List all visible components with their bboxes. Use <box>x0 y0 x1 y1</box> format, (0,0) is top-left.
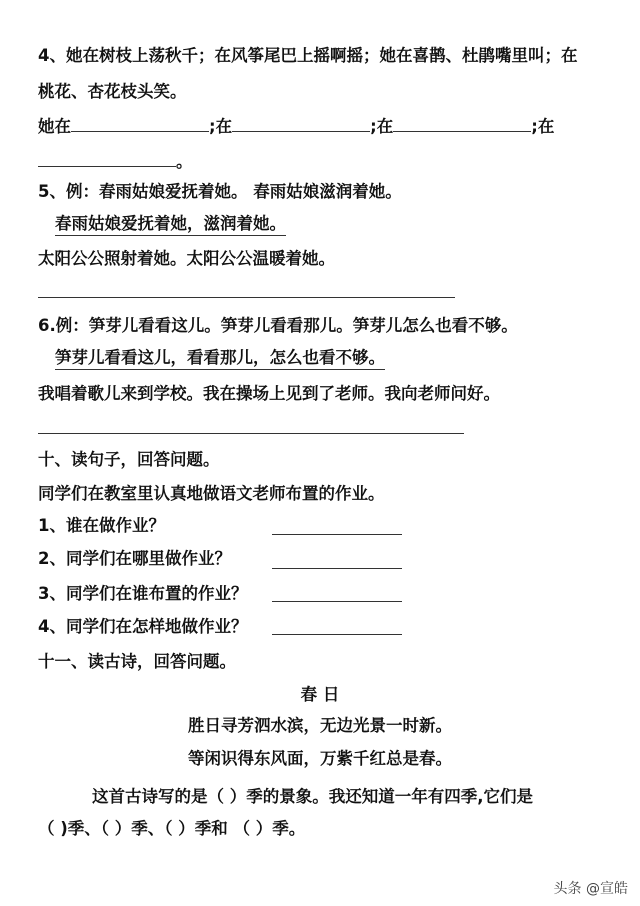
q4-fill-line2 <box>38 148 193 173</box>
q5-answer-line[interactable] <box>38 297 455 298</box>
s11-heading: 十一、读古诗，回答问题。 <box>38 652 236 671</box>
s10-question-1: 1、谁在做作业？ <box>38 516 165 535</box>
s10-sentence: 同学们在教室里认真地做语文老师布置的作业。 <box>38 484 385 503</box>
s10-question-4: 4、同学们在怎样地做作业？ <box>38 617 248 636</box>
q4-blank-2[interactable] <box>232 113 370 132</box>
q5-answer <box>55 213 286 236</box>
s10-heading: 十、读句子，回答问题。 <box>38 450 220 469</box>
s10-blank-2[interactable] <box>272 568 402 569</box>
q6-prompt: 我唱着歌儿来到学校。我在操场上见到了老师。我向老师问好。 <box>38 384 500 403</box>
q4-line2: 桃花、杏花枝头笑。 <box>38 82 187 101</box>
q6-answer-text: 笋芽儿看看这儿，看看那儿，怎么也看不够。 <box>55 347 385 370</box>
poem-title: 春 日 <box>300 685 340 704</box>
q6-example: 6.例：笋芽儿看看这儿。笋芽儿看看那儿。笋芽儿怎么也看不够。 <box>38 316 518 335</box>
q4-fill-b: ;在 <box>209 117 233 136</box>
q4-fill-c: ;在 <box>370 117 394 136</box>
poem-line-2: 等闲识得东风面，万紫千红总是春。 <box>188 749 452 768</box>
q4-blank-4[interactable] <box>38 148 176 167</box>
s10-blank-3[interactable] <box>272 601 402 602</box>
q4-blank-1[interactable] <box>71 113 209 132</box>
q4-fill-line <box>38 113 554 138</box>
q5-example: 5、例：春雨姑娘爱抚着她。 春雨姑娘滋润着她。 <box>38 182 402 201</box>
s11-question-line2: （ )季、（ ）季、（ ）季和 （ ）季。 <box>38 819 306 838</box>
q4-fill-d: ;在 <box>531 117 555 136</box>
q4-fill-a: 她在 <box>38 117 71 136</box>
q5-answer-text: 春雨姑娘爱抚着她，滋润着她。 <box>55 213 286 236</box>
q4-blank-3[interactable] <box>393 113 531 132</box>
s10-question-3: 3、同学们在谁布置的作业？ <box>38 584 248 603</box>
q4-line1: 4、她在树枝上荡秋千；在风筝尾巴上摇啊摇；她在喜鹊、杜鹃嘴里叫；在 <box>38 46 578 65</box>
s11-question-line1: 这首古诗写的是（ ）季的景象。我还知道一年有四季,它们是 <box>92 787 534 806</box>
s10-blank-1[interactable] <box>272 534 402 535</box>
q6-answer <box>55 347 385 370</box>
q5-prompt: 太阳公公照射着她。太阳公公温暖着她。 <box>38 249 335 268</box>
q4-fill-end: 。 <box>176 152 193 171</box>
q6-answer-line[interactable] <box>38 433 464 434</box>
s10-blank-4[interactable] <box>272 634 402 635</box>
s10-question-2: 2、同学们在哪里做作业？ <box>38 549 231 568</box>
watermark: 头条 @宣皓 <box>553 881 628 897</box>
poem-line-1: 胜日寻芳泗水滨，无边光景一时新。 <box>188 716 452 735</box>
